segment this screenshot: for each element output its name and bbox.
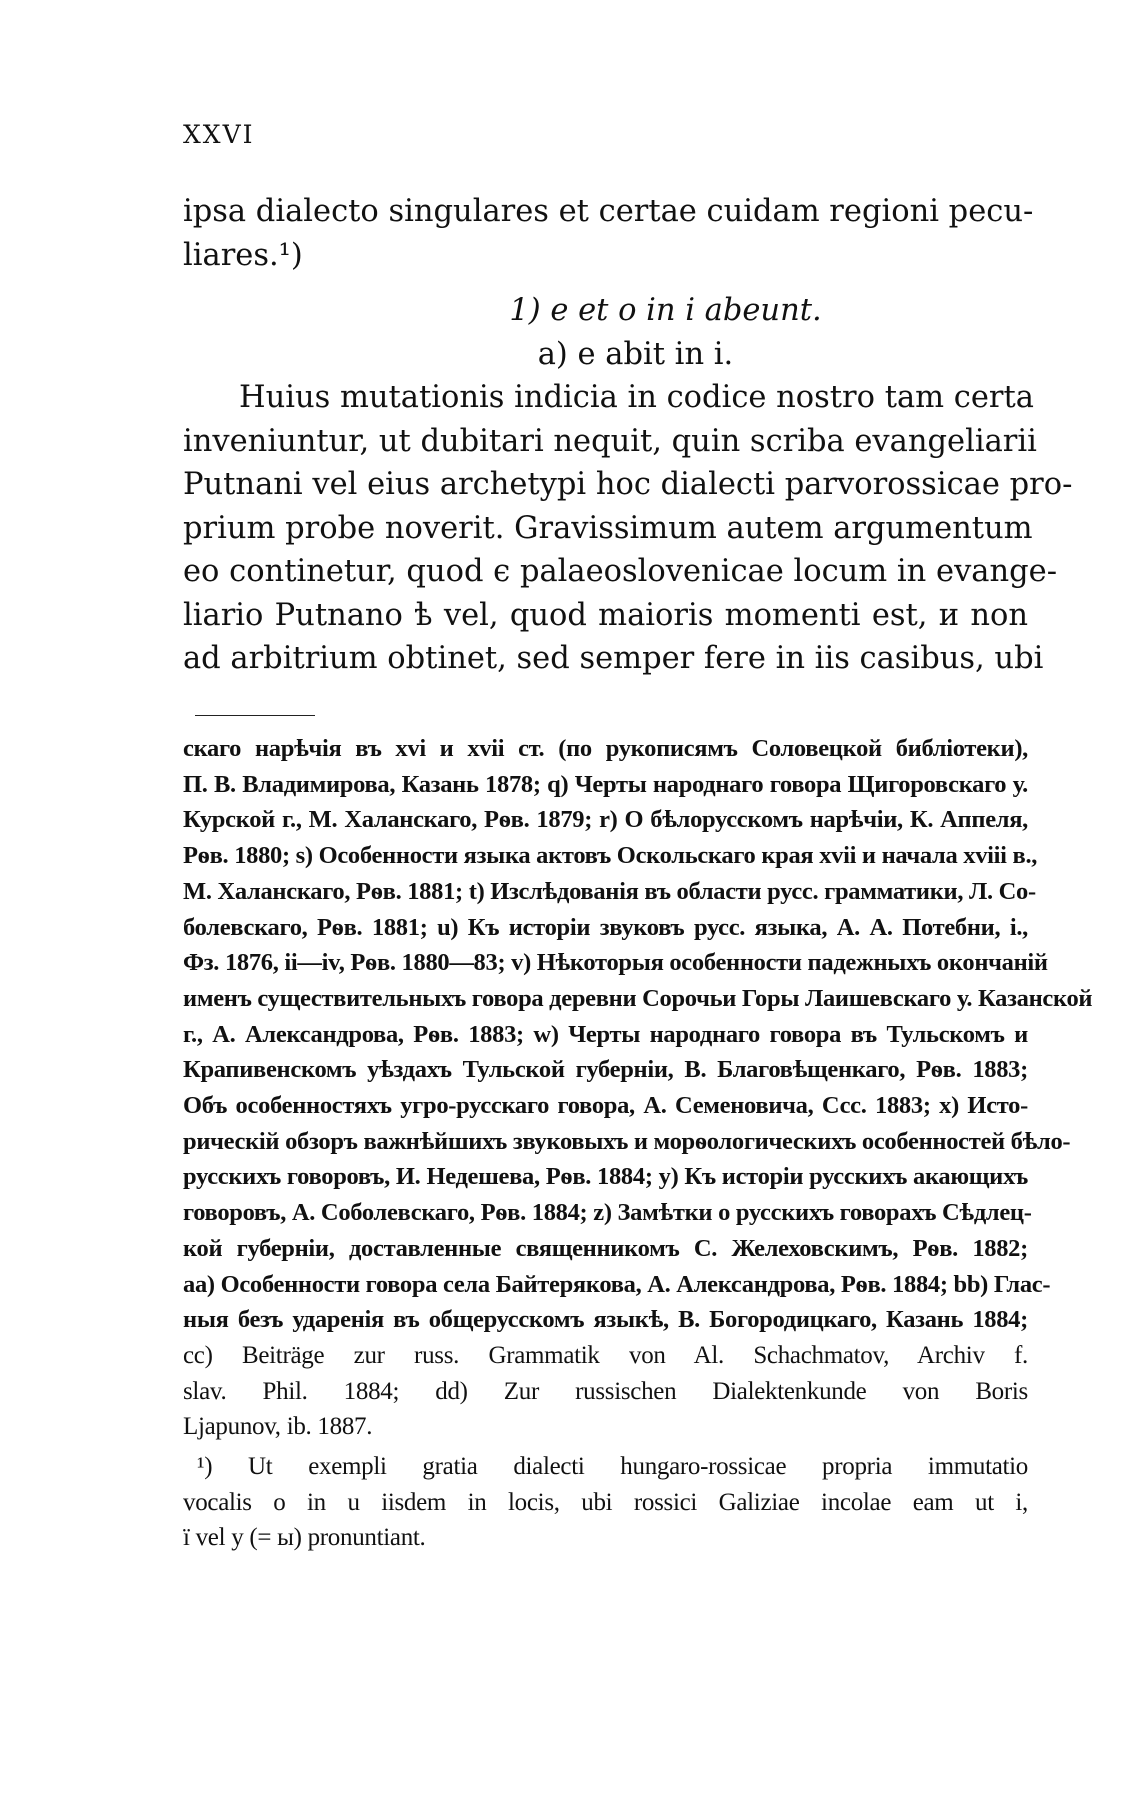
paragraph-line: Huius mutationis indicia in codice nostro tam certa bbox=[239, 380, 1034, 415]
paragraph-line: ad arbitrium obtinet, sed semper fere in iis casibus, ubi bbox=[183, 641, 1044, 676]
footnote-line: скаго нарѣчія въ xvi и xvii ст. (по рукописямъ Соловецкой библіотеки), bbox=[183, 735, 1028, 762]
paragraph-line: inveniuntur, ut dubitari nequit, quin scriba evangeliarii bbox=[183, 423, 1037, 459]
paragraph-line: eo continetur, quod є palaeoslovenicae locum in evange- bbox=[183, 554, 1058, 589]
body-line: ipsa dialecto singulares et certae cuidam regioni pecu- bbox=[183, 194, 1034, 229]
footnote-line: болевскаго, Рѳв. 1881; u) Къ исторіи звуковъ русс. языка, А. А. Потебни, і., bbox=[183, 913, 1028, 941]
footnote-line: Рѳв. 1880; s) Особенности языка актовъ Оскольскаго края xvii и начала xviii в., bbox=[183, 842, 1038, 870]
paragraph-line: prium probe noverit. Gravissimum autem argumentum bbox=[183, 510, 1033, 546]
paragraph-line: Putnani vel eius archetypi hoc dialecti parvorossicae pro- bbox=[183, 467, 1073, 502]
footnote-line: cc) Beiträge zur russ. Grammatik von Al. Schachmatov, Archiv f. bbox=[183, 1341, 1028, 1369]
footnote-line: именъ существительныхъ говора деревни Сорочьи Горы Лаишевскаго у. Казанской bbox=[183, 984, 1093, 1012]
footnote-line: slav. Phil. 1884; dd) Zur russischen Dialektenkunde von Boris bbox=[183, 1377, 1028, 1405]
subsection-heading: a) e abit in i. bbox=[537, 336, 734, 372]
footnote-rule bbox=[195, 715, 315, 716]
footnote-line: Фз. 1876, ii—iv, Рѳв. 1880—83; v) Нѣкоторыя особенности падежныхъ окончаній bbox=[183, 949, 1048, 977]
footnote-line: говоровъ, А. Соболевскаго, Рѳв. 1884; z) Замѣтки о русскихъ говорахъ Сѣдлец- bbox=[183, 1199, 1032, 1227]
page-number: XXVI bbox=[183, 120, 255, 149]
footnote-line: кой губерніи, доставленные священникомъ С. Желеховскимъ, Рѳв. 1882; bbox=[183, 1234, 1028, 1262]
footnote-line: aa) Особенности говора села Байтерякова, А. Александрова, Рѳв. 1884; bb) Глас- bbox=[183, 1270, 1051, 1298]
footnote-line: рическій обзоръ важнѣйшихъ звуковыхъ и морѳологическихъ особенностей бѣло- bbox=[183, 1127, 1071, 1155]
footnote-line: Курской г., М. Халанскаго, Рѳв. 1879; r) О бѣлорусскомъ нарѣчіи, К. Аппеля, bbox=[183, 806, 1028, 834]
footnote-1-line: vocalis o in u iisdem in locis, ubi rossici Galiziae incolae eam ut i, bbox=[183, 1488, 1028, 1516]
footnote-line: русскихъ говоровъ, И. Недешева, Рѳв. 1884; y) Къ исторіи русскихъ акающихъ bbox=[183, 1163, 1028, 1191]
paragraph-line: liario Putnano ѣ vel, quod maioris momenti est, и non bbox=[183, 597, 1028, 633]
body-line: liares.¹) bbox=[183, 237, 303, 273]
footnote-line: г., А. Александрова, Рѳв. 1883; w) Черты народнаго говора въ Тульскомъ и bbox=[183, 1020, 1028, 1048]
footnote-1-line: ¹) Ut exempli gratia dialecti hungaro-rossicae propria immutatio bbox=[197, 1453, 1028, 1481]
footnote-line: ныя безъ ударенія въ общерусскомъ языкѣ, В. Богородицкаго, Казань 1884; bbox=[183, 1306, 1028, 1334]
footnote-references bbox=[183, 731, 1093, 1556]
footnote-line: П. В. Владимирова, Казань 1878; q) Черты народнаго говора Щигоровскаго у. bbox=[183, 770, 1028, 798]
footnote-line: Ljapunov, ib. 1887. bbox=[183, 1413, 373, 1441]
section-heading: 1) e et o in i abeunt. bbox=[509, 293, 822, 328]
footnote-line: Крапивенскомъ уѣздахъ Тульской губерніи, В. Благовѣщенкаго, Рѳв. 1883; bbox=[183, 1056, 1028, 1084]
footnote-line: Объ особенностяхъ угро-русскаго говора, А. Семеновича, Ссс. 1883; x) Исто- bbox=[183, 1092, 1028, 1120]
footnote-1-line: ї vel y (= ы) pronuntiant. bbox=[183, 1524, 426, 1552]
footnote-line: М. Халанскаго, Рѳв. 1881; t) Изслѣдованія въ области русс. грамматики, Л. Со- bbox=[183, 877, 1036, 905]
main-text bbox=[183, 190, 1073, 681]
